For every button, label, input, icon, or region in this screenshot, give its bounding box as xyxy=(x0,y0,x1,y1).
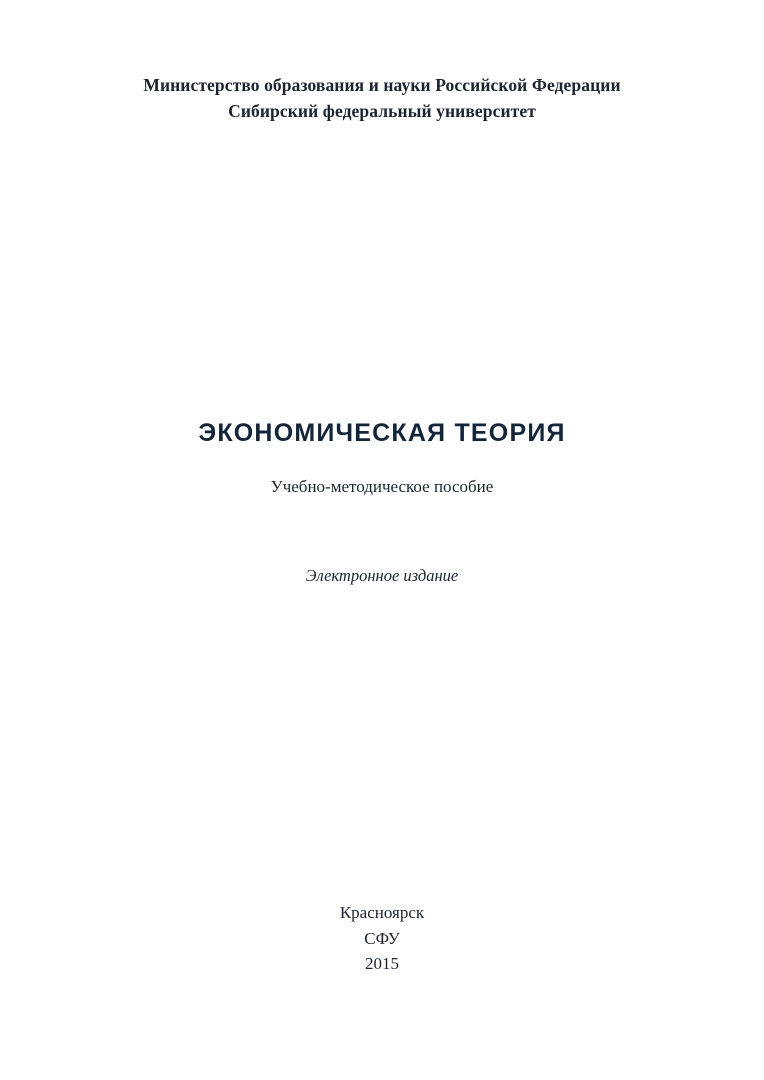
ministry-line: Министерство образования и науки Российской Федерации xyxy=(143,75,621,95)
page-title: ЭКОНОМИЧЕСКАЯ ТЕОРИЯ xyxy=(198,419,566,447)
imprint-publisher: СФУ xyxy=(364,928,400,948)
page-subtitle: Учебно-методическое пособие xyxy=(270,477,494,496)
university-line: Сибирский федеральный университет xyxy=(228,101,536,122)
title-block xyxy=(0,418,764,498)
edition-note: Электронное издание xyxy=(305,566,459,585)
imprint-city: Красноярск xyxy=(339,903,425,922)
publisher-block xyxy=(0,72,764,125)
imprint-year: 2015 xyxy=(365,954,399,973)
imprint-block xyxy=(0,900,764,977)
